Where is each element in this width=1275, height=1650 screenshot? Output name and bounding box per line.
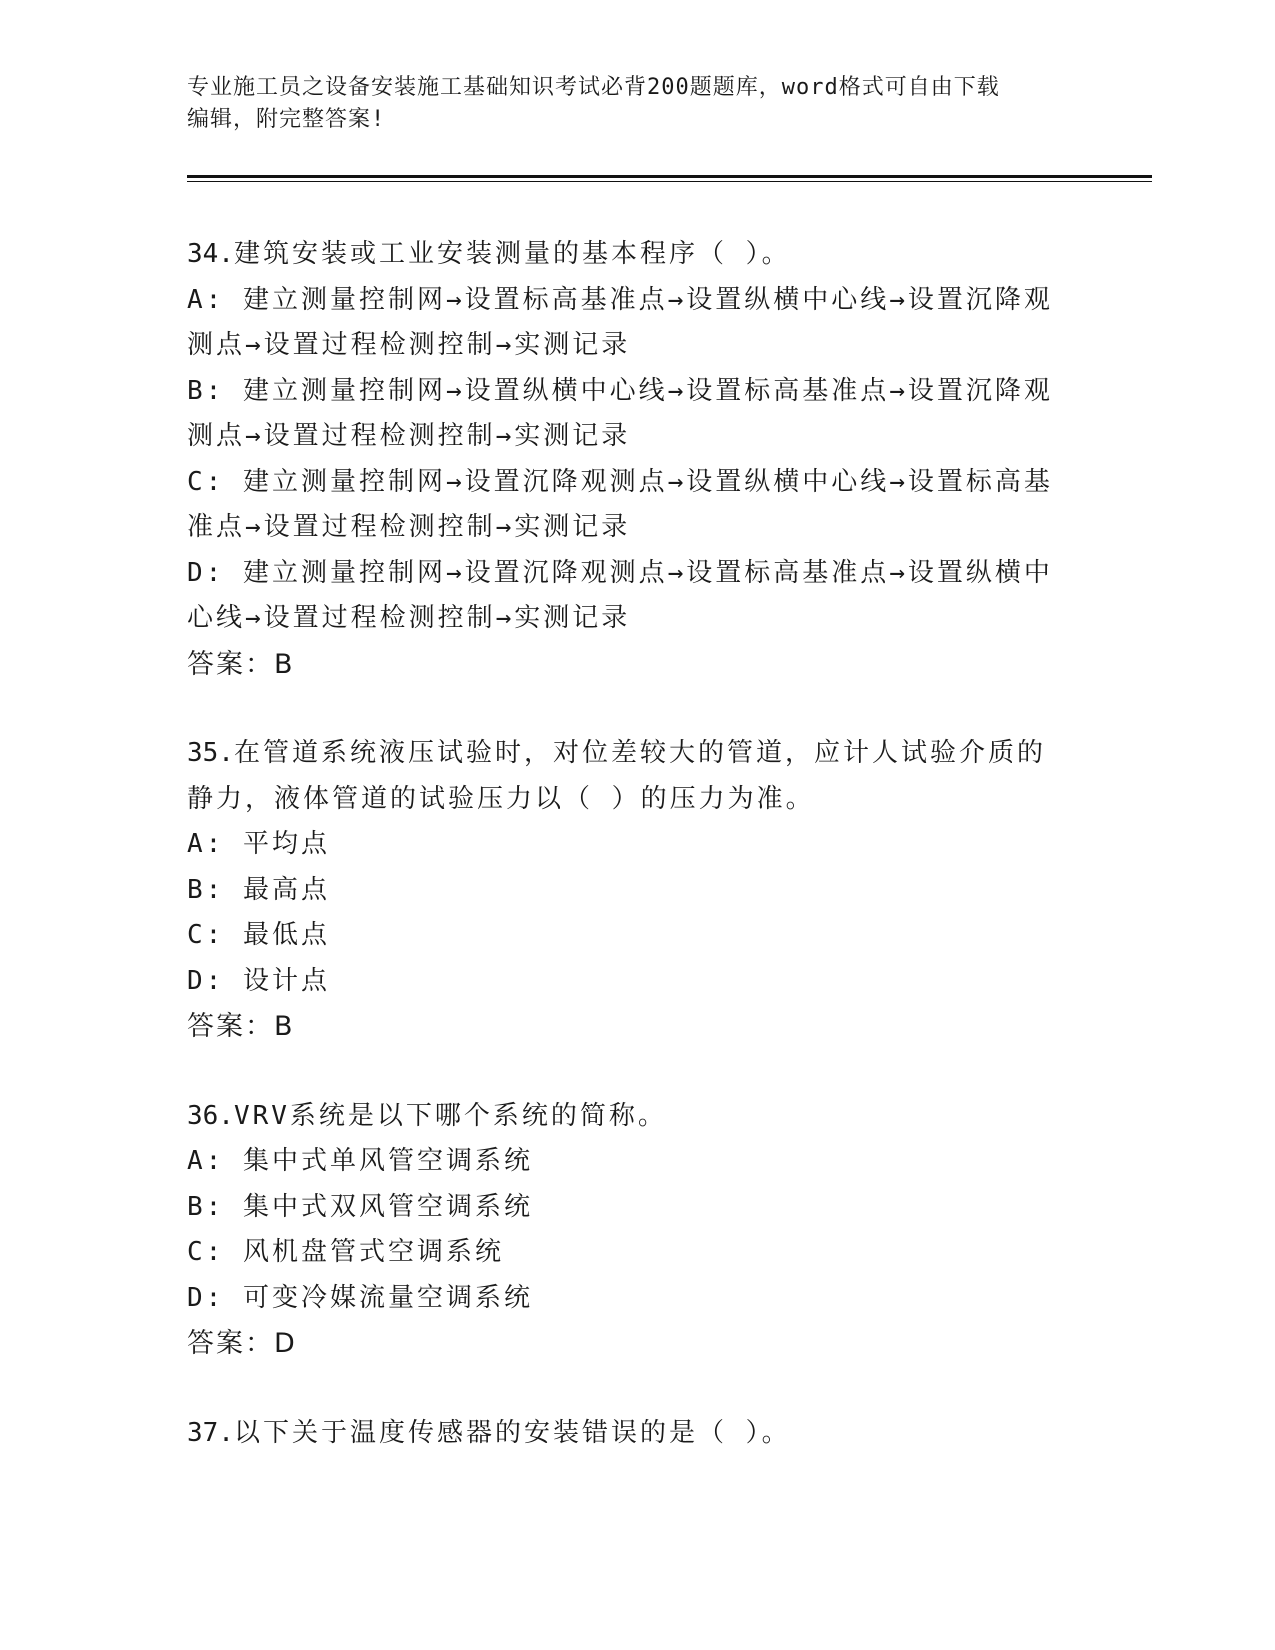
question-number: 37. [187, 1417, 234, 1448]
option-a: A: 平均点 [187, 829, 330, 859]
option-d: D: 可变冷媒流量空调系统 [187, 1282, 533, 1313]
header-line-1: 专业施工员之设备安装施工基础知识考试必背200题题库，word格式可自由下载 [187, 75, 1000, 100]
question-number: 34. [187, 239, 234, 269]
question-title [187, 731, 1067, 822]
question-text: 建筑安装或工业安装测量的基本程序（ ）。 [233, 239, 791, 269]
question-text: 在管道系统液压试验时，对位差较大的管道，应计人试验介质的静力，液体管道的试验压力以（ ）的压力为准。 [187, 738, 1046, 814]
question-title [187, 1411, 1067, 1457]
option-d: D: 建立测量控制网→设置沉降观测点→设置标高基准点→设置纵横中心线→设置过程检测控制→实测记录 [187, 557, 1053, 633]
option-c: C: 风机盘管式空调系统 [187, 1237, 504, 1267]
option-c: C: 最低点 [187, 920, 330, 950]
question-text: VRV系统是以下哪个系统的简称。 [233, 1100, 667, 1131]
option-a: A: 建立测量控制网→设置标高基准点→设置纵横中心线→设置沉降观测点→设置过程检测控制→实测记录 [187, 284, 1053, 360]
question-title [187, 232, 1067, 278]
question-title [187, 1094, 1067, 1140]
answer-line: 答案：D [187, 1328, 297, 1359]
header-divider-thick [187, 175, 1152, 178]
header-line-2: 编辑，附完整答案! [187, 107, 386, 132]
option-b: B: 建立测量控制网→设置纵横中心线→设置标高基准点→设置沉降观测点→设置过程检测控制→实测记录 [187, 375, 1053, 451]
document-header [187, 72, 1067, 136]
question-list [187, 232, 1067, 1500]
question-34 [187, 232, 1067, 687]
question-number: 35. [187, 738, 234, 768]
option-b: B: 最高点 [187, 874, 330, 905]
question-number: 36. [187, 1100, 234, 1131]
option-d: D: 设计点 [187, 965, 330, 996]
question-text: 以下关于温度传感器的安装错误的是（ ）。 [233, 1417, 791, 1448]
option-a: A: 集中式单风管空调系统 [187, 1146, 533, 1176]
option-b: B: 集中式双风管空调系统 [187, 1191, 533, 1222]
answer-line: 答案：B [187, 648, 295, 680]
question-36 [187, 1094, 1067, 1367]
option-c: C: 建立测量控制网→设置沉降观测点→设置纵横中心线→设置标高基准点→设置过程检测控制→实测记录 [187, 466, 1053, 542]
answer-line: 答案：B [187, 1011, 295, 1042]
question-35 [187, 731, 1067, 1050]
question-37 [187, 1411, 1067, 1457]
header-divider-thin [187, 181, 1152, 182]
